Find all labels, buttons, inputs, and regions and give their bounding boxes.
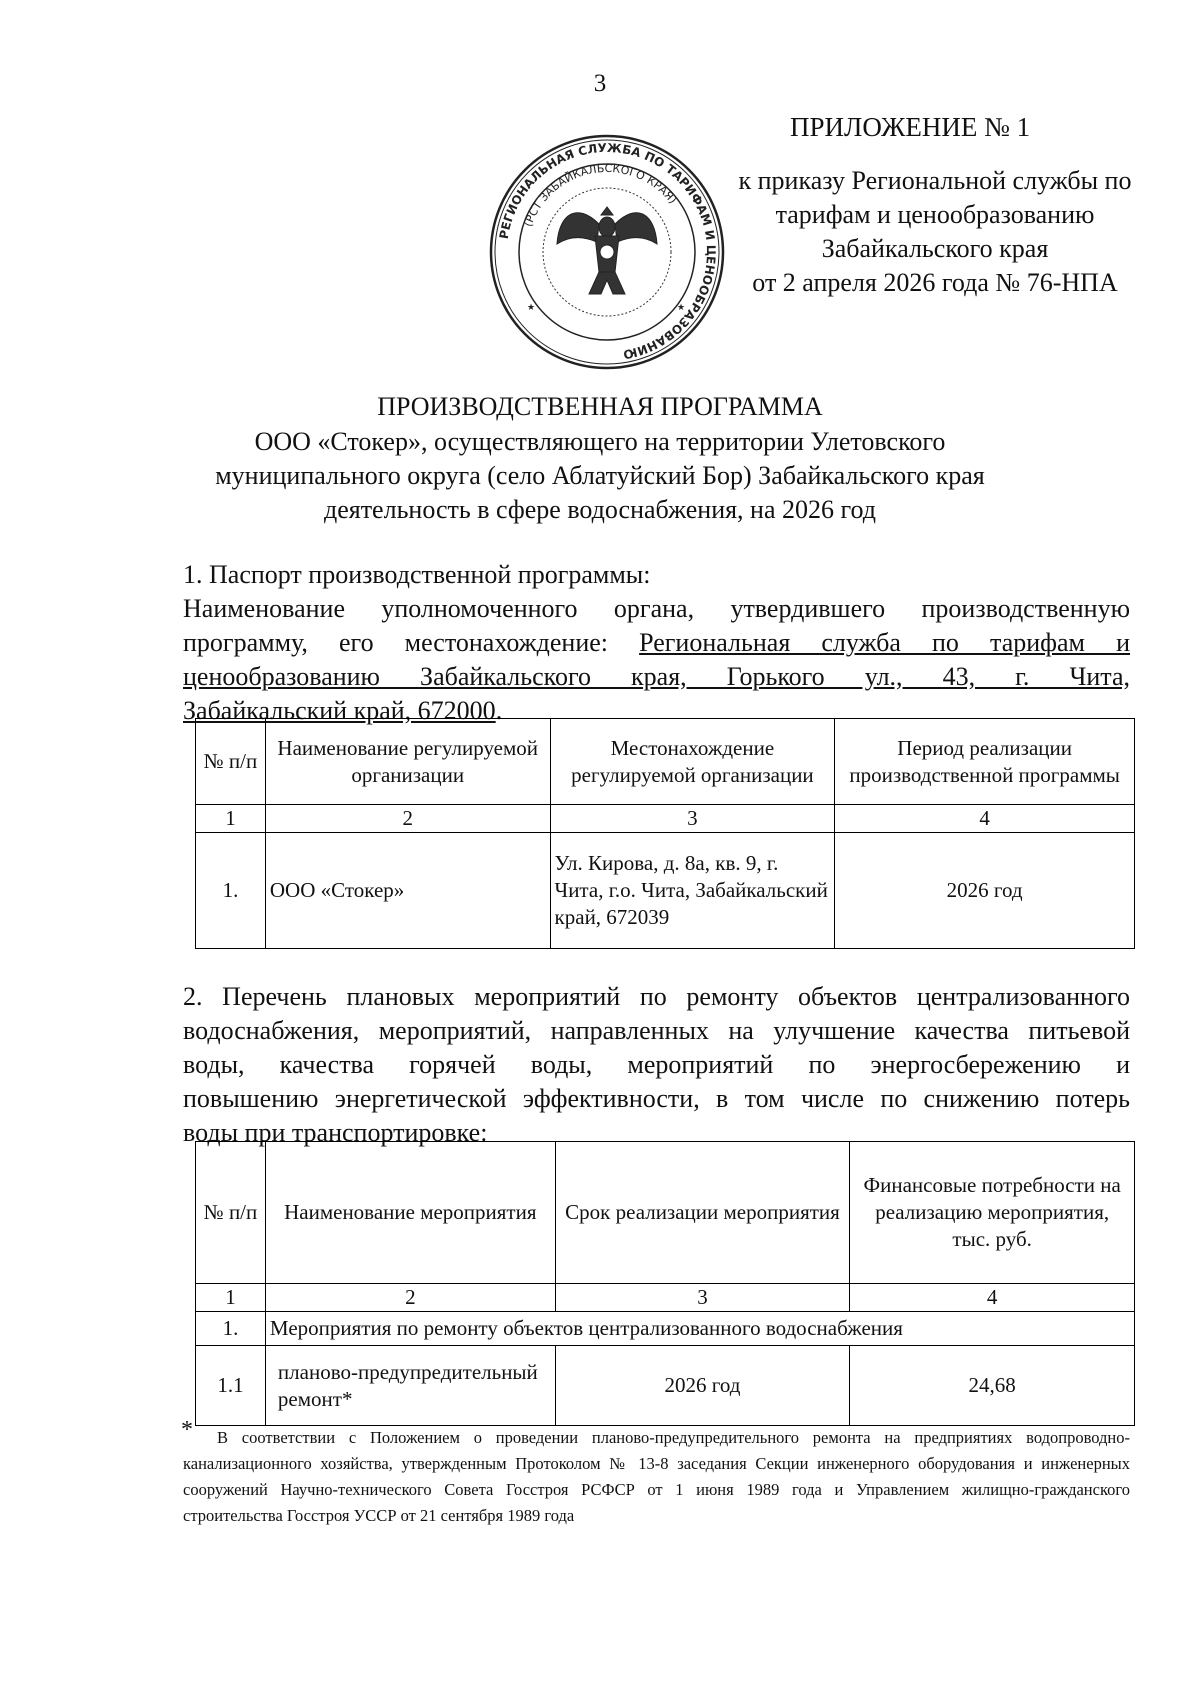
svg-text:★: ★ bbox=[527, 303, 536, 313]
appendix-line-1: к приказу Региональной службы по bbox=[738, 166, 1132, 195]
table-group-row bbox=[196, 1312, 1135, 1346]
table2-header-name: Наименование мероприятия bbox=[265, 1142, 555, 1284]
table1-header-org: Наименование регулируемой организации bbox=[265, 719, 550, 805]
table1-row-num: 1. bbox=[196, 833, 266, 949]
table2-header-term: Срок реализации мероприятия bbox=[555, 1142, 850, 1284]
appendix-title: ПРИЛОЖЕНИЕ № 1 bbox=[790, 112, 1031, 142]
table-organization-passport bbox=[195, 718, 1135, 949]
table2-group-num: 1. bbox=[196, 1312, 266, 1346]
table2-colnum-3: 3 bbox=[555, 1284, 850, 1312]
section-1-line-2: программу, его местонахождение: Региональная служба по тарифам и bbox=[183, 628, 1131, 657]
footnote-text: В соответствии с Положением о проведении планово-предупредительного ремонта на предприятиях водопроводно-канализационного хозяйства, утвержденным Протоколом № 13-8 заседания Секции инженерного оборудования и инженерных сооружений Научно-технического Совета Госстроя РСФСР от 1 июня 1989 года и Управлением жилищно-гражданского строительства Госстроя УССР от 21 сентября 1989 года bbox=[183, 1428, 1130, 1525]
table1-header-num: № п/п bbox=[196, 719, 266, 805]
section-2-line-2: водоснабжения, мероприятий, направленных на улучшение качества питьевой bbox=[183, 1016, 1130, 1045]
document-title-line-1: ООО «Стокер», осуществляющего на территории Улетовского bbox=[254, 427, 946, 456]
table1-row-address: Ул. Кирова, д. 8а, кв. 9, г. Чита, г.о. Чита, Забайкальский край, 672039 bbox=[550, 833, 835, 949]
document-title-line-3: деятельность в сфере водоснабжения, на 2026 год bbox=[323, 495, 877, 524]
section-1-line-1: Наименование уполномоченного органа, утвердившего производственную bbox=[183, 594, 1130, 623]
table2-colnum-2: 2 bbox=[265, 1284, 555, 1312]
official-seal bbox=[487, 132, 727, 372]
section-2-line-1: 2. Перечень плановых мероприятий по ремонту объектов централизованного bbox=[183, 982, 1130, 1011]
table2-header-amount: Финансовые потребности на реализацию мероприятия, тыс. руб. bbox=[850, 1142, 1135, 1284]
section-2-line-4: повышению энергетической эффективности, в том числе по снижению потерь bbox=[183, 1084, 1130, 1113]
section-1-line-3: ценообразованию Забайкальского края, Горького ул., 43, г. Чита, bbox=[183, 662, 1130, 691]
table2-row-num: 1.1 bbox=[196, 1346, 266, 1426]
section-2-line-3: воды, качества горячей воды, мероприятий по энергосбережению и bbox=[183, 1050, 1130, 1079]
seal-outer-text: РЕГИОНАЛЬНАЯ СЛУЖБА ПО ТАРИФАМ И ЦЕНООБРАЗОВАНИЮ bbox=[496, 140, 719, 362]
table1-header-period: Период реализации производственной программы bbox=[835, 719, 1135, 805]
section-1-line-4: Забайкальский край, 672000. bbox=[183, 696, 503, 725]
table2-header-num: № п/п bbox=[196, 1142, 266, 1284]
appendix-line-4: от 2 апреля 2026 года № 76-НПА bbox=[752, 268, 1118, 297]
section-2-line-5: воды при транспортировке: bbox=[183, 1118, 488, 1147]
page-number: 3 bbox=[593, 70, 607, 97]
footnote-star: * bbox=[181, 1417, 193, 1443]
footnote bbox=[181, 1417, 1130, 1529]
table2-row-name: планово-предупредительный ремонт* bbox=[265, 1346, 555, 1426]
table1-colnum-2: 2 bbox=[265, 805, 550, 833]
table2-row-amount: 24,68 bbox=[850, 1346, 1135, 1426]
svg-text:★: ★ bbox=[677, 303, 686, 313]
appendix-line-3: Забайкальского края bbox=[821, 234, 1049, 263]
table2-group-label: Мероприятия по ремонту объектов централизованного водоснабжения bbox=[265, 1312, 1134, 1346]
document-title-line-2: муниципального округа (село Аблатуйский Бор) Забайкальского края bbox=[215, 461, 985, 490]
table-row bbox=[196, 833, 1135, 949]
table1-colnum-1: 1 bbox=[196, 805, 266, 833]
table1-colnum-4: 4 bbox=[835, 805, 1135, 833]
document-heading: ПРОИЗВОДСТВЕННАЯ ПРОГРАММА bbox=[377, 392, 823, 421]
table2-row-term: 2026 год bbox=[555, 1346, 850, 1426]
table1-row-period: 2026 год bbox=[835, 833, 1135, 949]
table2-colnum-4: 4 bbox=[850, 1284, 1135, 1312]
table1-colnum-3: 3 bbox=[550, 805, 835, 833]
table2-colnum-1: 1 bbox=[196, 1284, 266, 1312]
table-planned-measures bbox=[195, 1141, 1135, 1426]
table1-header-address: Местонахождение регулируемой организации bbox=[550, 719, 835, 805]
eagle-emblem-icon bbox=[557, 207, 657, 294]
section-1-heading: 1. Паспорт производственной программы: bbox=[183, 560, 651, 589]
seal-inner-text: (РСТ ЗАБАЙКАЛЬСКОГО КРАЯ) bbox=[521, 161, 680, 229]
appendix-line-2: тарифам и ценообразованию bbox=[775, 200, 1095, 229]
table-row bbox=[196, 1346, 1135, 1426]
table1-row-org: ООО «Стокер» bbox=[265, 833, 550, 949]
